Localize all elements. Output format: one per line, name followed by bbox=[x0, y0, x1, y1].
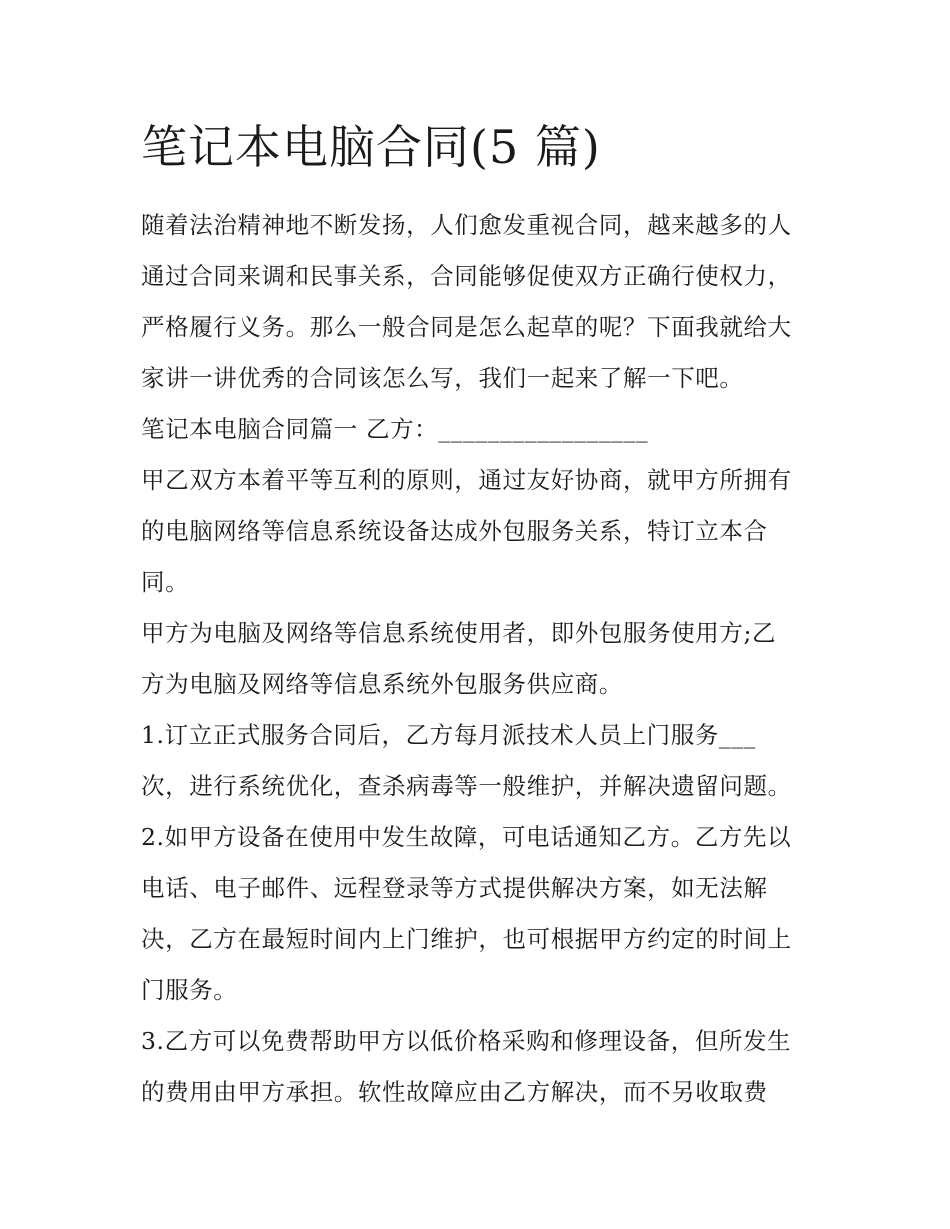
text-line: 甲方为电脑及网络等信息系统使用者，即外包服务使用方;乙 bbox=[141, 619, 777, 647]
document-body bbox=[141, 112, 821, 1118]
text-line: 电话、电子邮件、远程登录等方式提供解决方案，如无法解 bbox=[141, 874, 768, 902]
text-line: 2.如甲方设备在使用中发生故障，可电话通知乙方。乙方先以 bbox=[141, 823, 792, 851]
text-line: 次，进行系统优化，查杀病毒等一般维护，并解决遗留问题。 bbox=[141, 772, 792, 800]
text-line: 的费用由甲方承担。软性故障应由乙方解决，而不另收取费 bbox=[141, 1078, 768, 1106]
text-line: 门服务。 bbox=[141, 976, 238, 1004]
document-title: 笔记本电脑合同(5 篇) bbox=[141, 120, 601, 174]
text-line: 严格履行义务。那么一般合同是怎么起草的呢？下面我就给大 bbox=[141, 313, 792, 341]
text-line: 同。 bbox=[141, 568, 190, 596]
principle-paragraph bbox=[141, 455, 821, 608]
intro-paragraph bbox=[141, 200, 821, 404]
parties-paragraph bbox=[141, 608, 821, 710]
clause-1-paragraph bbox=[141, 710, 821, 812]
text-line: 家讲一讲优秀的合同该怎么写，我们一起来了解一下吧。 bbox=[141, 364, 744, 392]
text-line: 决，乙方在最短时间内上门维护，也可根据甲方约定的时间上 bbox=[141, 925, 792, 953]
section-heading-paragraph bbox=[141, 404, 821, 455]
text-line: 随着法治精神地不断发扬，人们愈发重视合同，越来越多的人 bbox=[141, 211, 792, 239]
text-line: 3.乙方可以免费帮助甲方以低价格采购和修理设备，但所发生 bbox=[141, 1027, 792, 1055]
clause-3-paragraph bbox=[141, 1016, 821, 1118]
text-line: 甲乙双方本着平等互利的原则，通过友好协商，就甲方所拥有 bbox=[141, 466, 792, 494]
text-line: 方为电脑及网络等信息系统外包服务供应商。 bbox=[141, 670, 623, 698]
clause-2-paragraph bbox=[141, 812, 821, 1016]
text-line: 通过合同来调和民事关系，合同能够促使双方正确行使权力， bbox=[141, 262, 792, 290]
text-line: 1.订立正式服务合同后，乙方每月派技术人员上门服务___ bbox=[141, 721, 756, 749]
text-line: 的电脑网络等信息系统设备达成外包服务关系，特订立本合 bbox=[141, 517, 768, 545]
text-line: 笔记本电脑合同篇一 乙方：_________________ bbox=[141, 415, 649, 443]
